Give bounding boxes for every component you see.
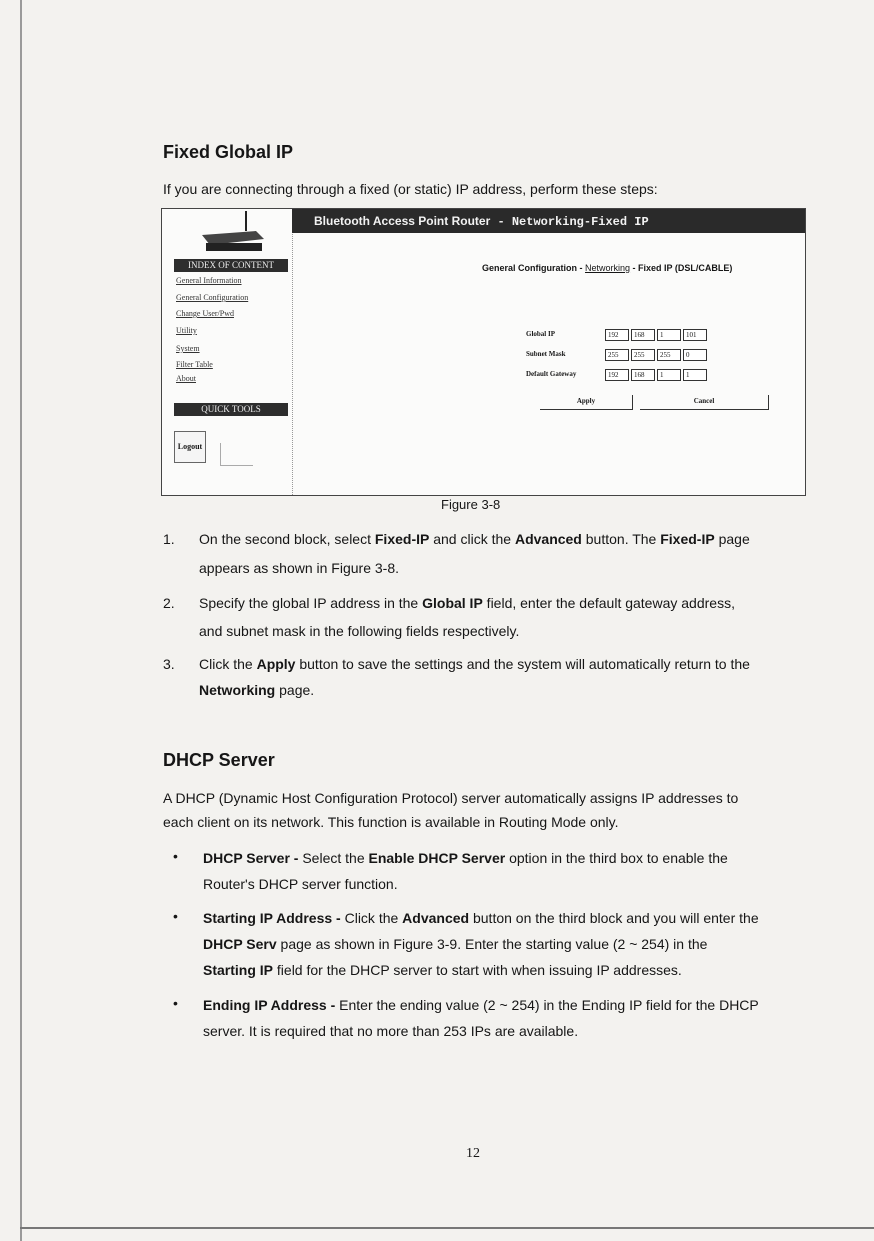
subnet-octet-2[interactable]: 255 <box>631 349 655 361</box>
sidebar-item-general-configuration[interactable]: General Configuration <box>176 293 249 302</box>
router-icon <box>198 209 266 255</box>
intro-paragraph: If you are connecting through a fixed (or static) IP address, perform these steps: <box>163 181 658 197</box>
step-1-line-2: appears as shown in Figure 3-8. <box>199 560 399 576</box>
app-title: Bluetooth Access Point Router <box>314 214 491 228</box>
sidebar-item-utility[interactable]: Utility <box>176 326 197 335</box>
step-2-line-2: and subnet mask in the following fields respectively. <box>199 623 520 639</box>
gateway-octet-3[interactable]: 1 <box>657 369 681 381</box>
subnet-mask-label: Subnet Mask <box>526 350 566 358</box>
apply-button[interactable]: Apply <box>540 395 633 410</box>
subnet-octet-1[interactable]: 255 <box>605 349 629 361</box>
global-ip-octet-1[interactable]: 192 <box>605 329 629 341</box>
gateway-octet-1[interactable]: 192 <box>605 369 629 381</box>
cancel-button[interactable]: Cancel <box>640 395 769 410</box>
step-3-line-1: Click the Apply button to save the settings and the system will automatically return to the <box>199 656 750 672</box>
quick-tools-heading: QUICK TOOLS <box>174 403 288 416</box>
step-number-2: 2. <box>163 595 175 611</box>
bullet-2-line-2: DHCP Serv page as shown in Figure 3-9. Enter the starting value (2 ~ 254) in the <box>203 936 708 952</box>
bullet-dot-1: • <box>173 848 178 864</box>
global-ip-octet-3[interactable]: 1 <box>657 329 681 341</box>
sidebar-item-about[interactable]: About <box>176 374 196 383</box>
bullet-3-line-2: server. It is required that no more than 253 IPs are available. <box>203 1023 579 1039</box>
dhcp-paragraph-line-2: each client on its network. This function is available in Routing Mode only. <box>163 814 619 830</box>
bullet-1-line-1: DHCP Server - Select the Enable DHCP Server option in the third box to enable the <box>203 850 728 866</box>
gateway-label: Default Gateway <box>526 370 577 378</box>
figure-sidebar <box>162 209 293 495</box>
index-heading: INDEX OF CONTENT <box>174 259 288 272</box>
config-breadcrumb: General Configuration - Networking - Fixed IP (DSL/CABLE) <box>482 263 733 273</box>
section-title-fixed-global-ip: Fixed Global IP <box>163 142 294 162</box>
subnet-octet-4[interactable]: 0 <box>683 349 707 361</box>
bullet-2-line-1: Starting IP Address - Click the Advanced button on the third block and you will enter the <box>203 910 759 926</box>
gateway-octet-2[interactable]: 168 <box>631 369 655 381</box>
step-number-1: 1. <box>163 531 175 547</box>
bullet-dot-2: • <box>173 908 178 924</box>
app-subtitle: - Networking-Fixed IP <box>490 215 649 229</box>
figure-caption: Figure 3-8 <box>441 497 501 512</box>
step-3-line-2: Networking page. <box>199 682 315 698</box>
sidebar-item-filter-table[interactable]: Filter Table <box>176 360 213 369</box>
sidebar-item-general-information[interactable]: General Information <box>176 276 242 285</box>
bullet-3-line-1: Ending IP Address - Enter the ending value (2 ~ 254) in the Ending IP field for the DHCP <box>203 997 759 1013</box>
sidebar-item-system[interactable]: System <box>176 344 200 353</box>
networking-link[interactable]: Networking <box>585 263 631 273</box>
logout-button[interactable]: Logout <box>174 431 206 463</box>
step-2-line-1: Specify the global IP address in the Global IP field, enter the default gateway address, <box>199 595 735 611</box>
app-title-bar <box>292 209 805 233</box>
bullet-dot-3: • <box>173 995 178 1011</box>
global-ip-octet-4[interactable]: 101 <box>683 329 707 341</box>
step-1-line-1: On the second block, select Fixed-IP and click the Advanced button. The Fixed-IP page <box>199 531 750 547</box>
dhcp-paragraph-line-1: A DHCP (Dynamic Host Configuration Protocol) server automatically assigns IP addresses to <box>163 790 739 806</box>
sidebar-item-change-user-pwd[interactable]: Change User/Pwd <box>176 309 234 318</box>
figure-screenshot <box>161 208 806 496</box>
gateway-octet-4[interactable]: 1 <box>683 369 707 381</box>
step-number-3: 3. <box>163 656 175 672</box>
global-ip-octet-2[interactable]: 168 <box>631 329 655 341</box>
bullet-1-line-2: Router's DHCP server function. <box>203 876 398 892</box>
page-number: 12 <box>466 1146 480 1161</box>
secondary-tool-icon <box>220 443 253 466</box>
section-title-dhcp-server: DHCP Server <box>163 750 275 770</box>
subnet-octet-3[interactable]: 255 <box>657 349 681 361</box>
global-ip-label: Global IP <box>526 330 555 338</box>
bullet-2-line-3: Starting IP field for the DHCP server to start with when issuing IP addresses. <box>203 962 682 978</box>
